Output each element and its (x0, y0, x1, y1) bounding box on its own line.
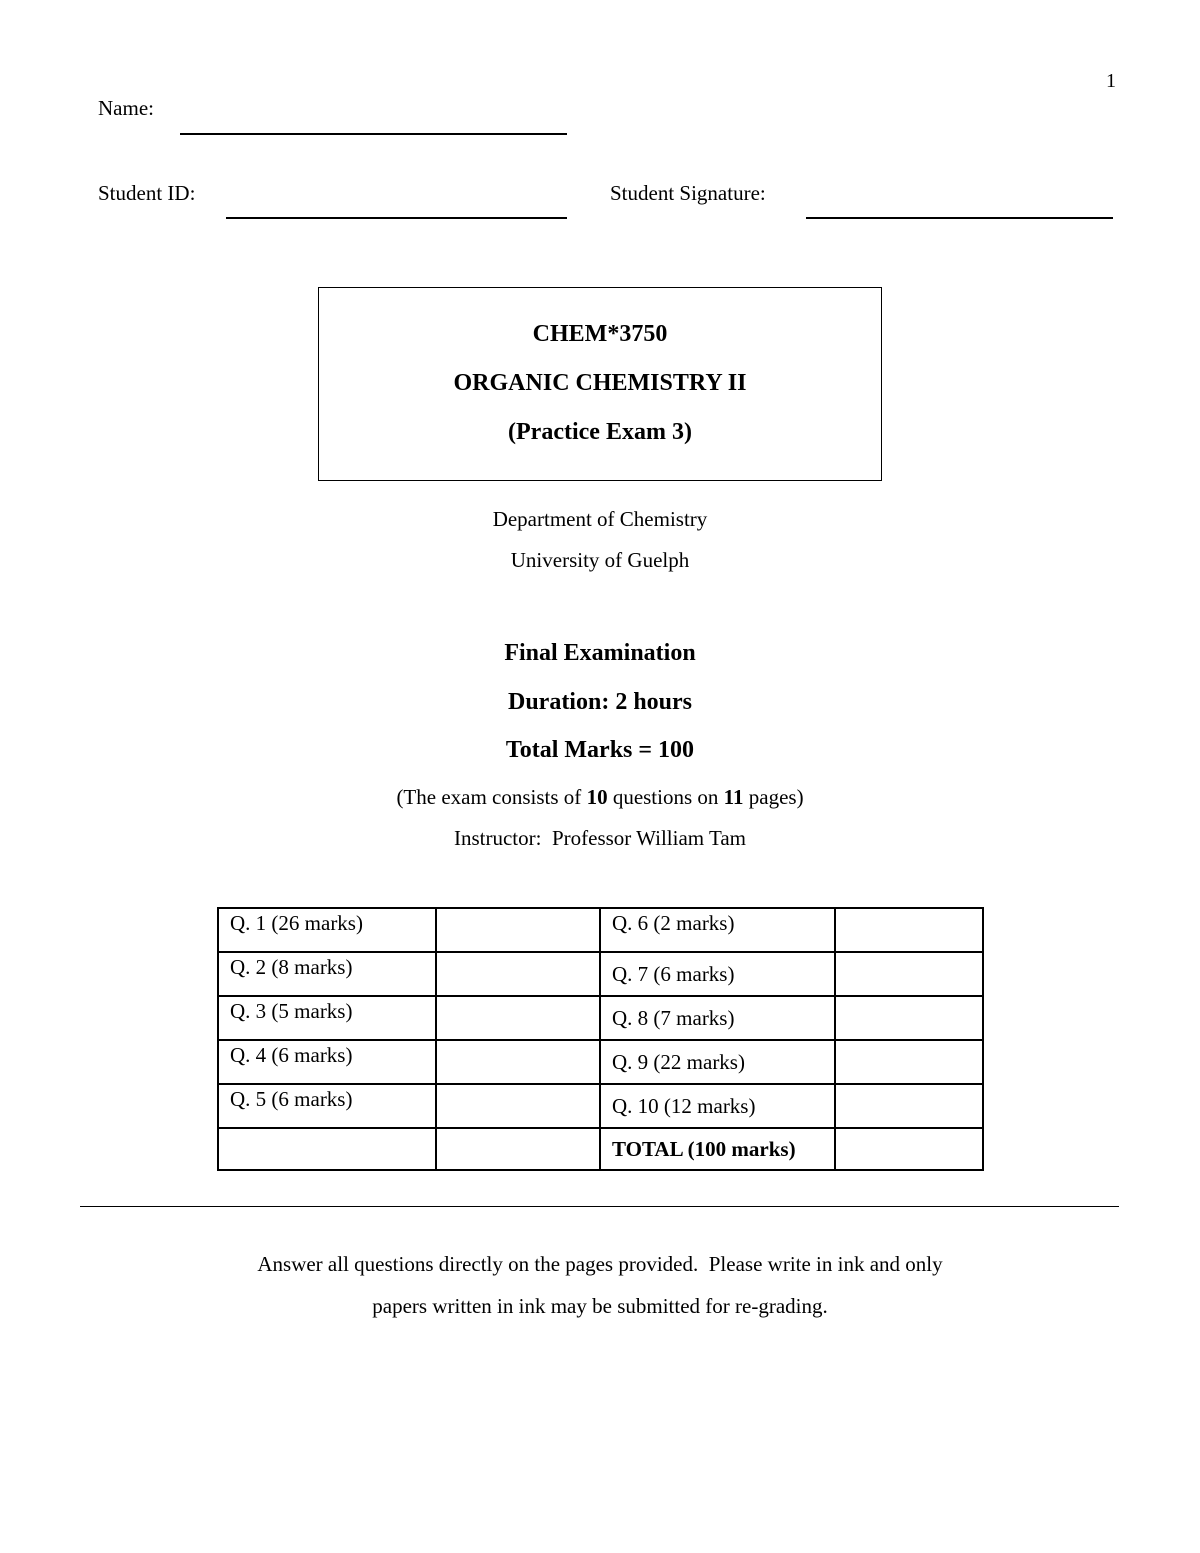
question-cell: Q. 4 (6 marks) (218, 1040, 436, 1084)
score-cell[interactable] (835, 996, 983, 1040)
composition-suffix: pages) (743, 785, 804, 809)
question-cell: Q. 6 (2 marks) (600, 908, 835, 952)
instructor: Instructor: Professor William Tam (453, 826, 747, 850)
marks-table (217, 907, 984, 1171)
question-cell: Q. 8 (7 marks) (600, 996, 835, 1040)
question-cell: Q. 7 (6 marks) (600, 952, 835, 996)
student-id-label: Student ID: (98, 181, 196, 205)
table-row (218, 1040, 983, 1084)
divider (80, 1206, 1119, 1207)
score-cell[interactable] (436, 1128, 600, 1170)
table-row (218, 952, 983, 996)
signature-label: Student Signature: (610, 181, 766, 205)
table-row (218, 1128, 983, 1170)
table-row (218, 996, 983, 1040)
course-code: CHEM*3750 (532, 321, 668, 347)
question-count: 10 (586, 785, 608, 809)
student-id-field[interactable] (226, 217, 567, 219)
department-name: Department of Chemistry (492, 507, 708, 531)
title-box (318, 287, 882, 481)
exam-duration: Duration: 2 hours (507, 689, 693, 715)
score-cell[interactable] (436, 1084, 600, 1128)
exam-type: Final Examination (504, 640, 696, 666)
question-cell: Q. 3 (5 marks) (218, 996, 436, 1040)
instructions-line-2: papers written in ink may be submitted for re-grading. (372, 1294, 828, 1318)
total-label-cell: TOTAL (100 marks) (600, 1128, 835, 1170)
total-score-cell[interactable] (835, 1128, 983, 1170)
table-row (218, 908, 983, 952)
question-cell (218, 1128, 436, 1170)
score-cell[interactable] (835, 1084, 983, 1128)
name-label: Name: (98, 96, 154, 120)
score-cell[interactable] (436, 1040, 600, 1084)
exam-total-marks: Total Marks = 100 (505, 737, 695, 763)
score-cell[interactable] (835, 908, 983, 952)
university-name: University of Guelph (510, 548, 690, 572)
score-cell[interactable] (436, 908, 600, 952)
instructions-line-1: Answer all questions directly on the pages provided. Please write in ink and only (257, 1252, 943, 1276)
composition-middle: questions on (607, 785, 724, 809)
page-number: 1 (1106, 70, 1116, 92)
signature-field[interactable] (806, 217, 1113, 219)
question-cell: Q. 2 (8 marks) (218, 952, 436, 996)
question-cell: Q. 1 (26 marks) (218, 908, 436, 952)
page-count: 11 (723, 785, 744, 809)
question-cell: Q. 10 (12 marks) (600, 1084, 835, 1128)
exam-composition (0, 785, 1200, 810)
course-name: ORGANIC CHEMISTRY II (453, 370, 747, 396)
score-cell[interactable] (436, 996, 600, 1040)
question-cell: Q. 5 (6 marks) (218, 1084, 436, 1128)
score-cell[interactable] (835, 952, 983, 996)
question-cell: Q. 9 (22 marks) (600, 1040, 835, 1084)
score-cell[interactable] (835, 1040, 983, 1084)
table-row (218, 1084, 983, 1128)
score-cell[interactable] (436, 952, 600, 996)
composition-prefix: (The exam consists of (396, 785, 587, 809)
exam-label: (Practice Exam 3) (508, 419, 692, 445)
name-field[interactable] (180, 133, 567, 135)
